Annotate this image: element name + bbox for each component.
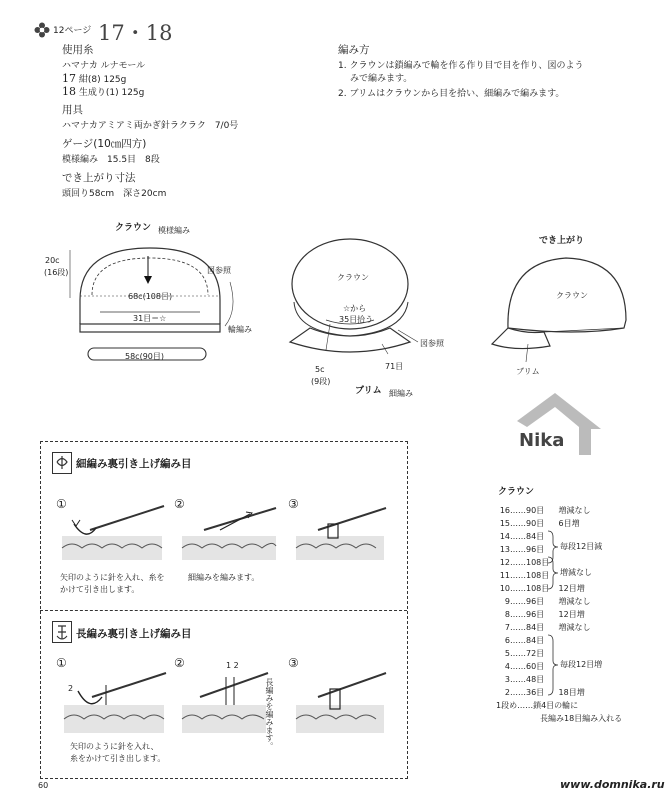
tools-detail: ハマナカアミアミ両かぎ針ラクラク 7/0号 xyxy=(62,121,239,131)
s2-step3-illustration xyxy=(294,665,389,743)
table-row: 10……108目 12目増 xyxy=(499,584,585,593)
brim-height: 5c xyxy=(315,365,325,374)
s2-step1-label: 2 xyxy=(68,684,74,693)
brim-from-star: ☆から xyxy=(343,304,367,313)
table-row: 6……84目 xyxy=(504,636,545,645)
dc-back-post-symbol-icon xyxy=(52,621,72,643)
brim-ref: 図参照 xyxy=(420,339,444,348)
brim-label: ブリム xyxy=(355,386,382,396)
s2-step3-number: ③ xyxy=(288,656,299,670)
s1-step1-illustration xyxy=(60,500,165,572)
finished-crown-label: クラウン xyxy=(556,291,588,300)
yarn-name: ハマナカ ルナモール xyxy=(62,61,146,71)
table-row: 13……96目 xyxy=(499,545,545,554)
crown-pattern-label: 模様編み xyxy=(158,226,190,235)
brim-stitches: 71目 xyxy=(385,362,404,371)
size-detail: 頭回り58cm 深さ20cm xyxy=(62,189,167,199)
group-increase-label: 毎段12目増 xyxy=(560,660,603,669)
yarn-17-number: 17 xyxy=(62,72,76,85)
s2-step1-illustration xyxy=(62,665,167,743)
brim-crown-label: クラウン xyxy=(337,273,369,282)
yarn-18-detail: 生成り(1) 125g xyxy=(78,88,145,98)
s2-caption-vertical: 長編みを編みます。 xyxy=(265,678,274,750)
s2-step2-labels: 1 2 xyxy=(226,661,239,670)
s2-caption1-b: 糸をかけて引き出します。 xyxy=(70,754,166,763)
method-step1-b: みで編みます。 xyxy=(350,74,413,84)
crown-height: 20c xyxy=(45,256,60,265)
brim-stitch-type: 細編み xyxy=(389,389,413,398)
method-step2: 2. ブリムはクラウンから目を拾い、細編みで編みます。 xyxy=(338,89,565,99)
crown-width: 68c(108目) xyxy=(128,292,173,301)
table-row: 7……84目 増減なし xyxy=(504,623,591,632)
table-row: 3……48目 xyxy=(504,675,545,684)
table-brackets xyxy=(546,527,560,697)
s2-step2-number: ② xyxy=(174,656,185,670)
size-heading: でき上がり寸法 xyxy=(62,172,136,184)
yarn-18 xyxy=(62,86,144,99)
table-row: 8……96目 12目増 xyxy=(504,610,585,619)
yarn-heading: 使用糸 xyxy=(62,44,94,56)
row1-text-b: 長編み18目編み入れる xyxy=(540,714,623,723)
s1-step3-number: ③ xyxy=(288,497,299,511)
s2-step1-number: ① xyxy=(56,656,67,670)
table-row: 14……84目 xyxy=(499,532,545,541)
s1-caption2: 細編みを編みます。 xyxy=(188,573,260,582)
finished-brim-label: ブリム xyxy=(516,367,540,376)
yarn-18-number: 18 xyxy=(62,85,76,98)
table-row: 5……72目 xyxy=(504,649,545,658)
s1-caption1-a: 矢印のように針を入れ、糸を xyxy=(60,573,165,582)
s2-caption1-a: 矢印のように針を入れ、 xyxy=(70,742,159,751)
group-no-change-label: 増減なし xyxy=(560,568,592,577)
table-row: 9……96目 増減なし xyxy=(504,597,591,606)
s1-caption1-b: かけて引き出します。 xyxy=(60,585,140,594)
page-number: 60 xyxy=(38,781,49,790)
crown-table xyxy=(488,505,668,723)
s1-step3-illustration xyxy=(294,500,389,572)
yarn-17-detail: 紺(8) 125g xyxy=(78,75,127,85)
gauge-detail: 模様編み 15.5目 8段 xyxy=(62,155,160,165)
table-row: 4……60目 xyxy=(504,662,545,671)
box-divider xyxy=(40,610,407,611)
table-row: 12……108目 xyxy=(499,558,550,567)
row1-text-a: 1段め……鎖4目の輪に xyxy=(496,701,579,710)
s1-step2-illustration xyxy=(180,500,280,572)
gauge-heading: ゲージ(10㎝四方) xyxy=(62,138,147,150)
crown-ring-label: 輪編み xyxy=(228,325,252,334)
section1-title: 細編み裏引き上げ編み目 xyxy=(76,458,192,470)
source-url: www.domnika.ru xyxy=(560,778,665,791)
flower-icon xyxy=(34,22,50,38)
crown-brim-stitches: 31目＝☆ xyxy=(133,314,167,323)
brim-pickup: 35目拾う xyxy=(339,315,374,324)
s1-step2-number: ② xyxy=(174,497,185,511)
pattern-title: 17・18 xyxy=(98,21,173,45)
page-reference: 12ページ xyxy=(53,26,92,36)
tools-heading: 用具 xyxy=(62,104,83,116)
finished-hat xyxy=(486,248,636,368)
crown-base-width: 58c(90目) xyxy=(125,352,164,361)
s1-step1-number: ① xyxy=(56,497,67,511)
table-row: 2……36目 18目増 xyxy=(504,688,585,697)
method-step1-a: 1. クラウンは鎖編みで輪を作る作り目で目を作り、図のよう xyxy=(338,61,584,71)
section2-title: 長編み裏引き上げ編み目 xyxy=(76,628,192,640)
finished-title: でき上がり xyxy=(539,236,585,246)
crown-label: クラウン xyxy=(115,223,152,233)
method-heading: 編み方 xyxy=(338,44,370,56)
s2-step2-illustration xyxy=(180,665,270,743)
crown-ref: 図参照 xyxy=(207,266,231,275)
table-row: 11……108目 xyxy=(499,571,550,580)
nika-logo-text: Nika xyxy=(519,430,565,451)
sc-back-post-symbol-icon xyxy=(52,452,72,474)
table-row: 15……90目 6目増 xyxy=(499,519,580,528)
group-decrease-label: 毎段12目減 xyxy=(560,542,603,551)
table-row: 16……90目 増減なし xyxy=(499,506,591,515)
brim-diagram xyxy=(280,232,430,362)
crown-table-title: クラウン xyxy=(498,487,535,497)
brim-rows: (9段) xyxy=(311,377,331,386)
crown-height-rows: (16段) xyxy=(44,268,69,277)
